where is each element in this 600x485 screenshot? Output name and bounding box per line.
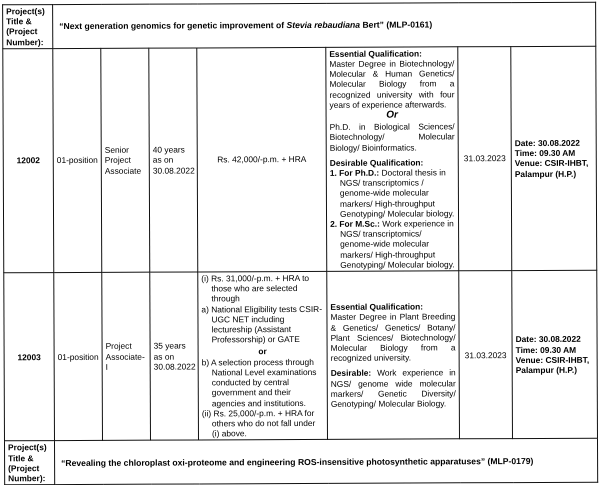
interview-time: Time: 09.30 AM: [515, 344, 577, 355]
interview-venue: Venue: CSIR-IHBT, Palampur (H.P.): [514, 158, 589, 179]
post-name-cell: Project Associate-I: [102, 272, 151, 440]
table-row-12003: [4, 270, 598, 441]
desirable-item-2: [330, 218, 455, 270]
qualification-cell: [327, 271, 460, 440]
desirable-item-1-num: 1.: [329, 167, 337, 178]
project-title-1-species: Stevia rebaudiana: [286, 20, 361, 31]
interview-venue: Venue: CSIR-IHBT, Palampur (H.P.): [515, 354, 590, 375]
age-limit-cell: 35 years as on 30.08.2022: [150, 272, 199, 440]
qualification-cell: [326, 47, 459, 272]
desirable-heading: Desirable:: [330, 368, 372, 379]
project-title-row-2: [4, 439, 597, 485]
project-title-1-suffix: Bert” (MLP-0161): [360, 19, 433, 31]
desirable-item-2-label: For M.Sc.:: [339, 218, 380, 229]
interview-time: Time: 09.30 AM: [514, 148, 576, 159]
tenure-cell: 31.03.2023: [458, 46, 512, 270]
desirable-list: [330, 167, 455, 270]
tenure-cell: 31.03.2023: [459, 271, 513, 439]
essential-text: Master Degree in Plant Breeding & Genetics/ Genetics/ Botany/ Plant Sciences/ Biotechnology/ Molecular Biology from a recognized university.: [330, 311, 456, 364]
post-name-cell: Senior Project Associate: [101, 48, 150, 272]
project-title-1: [53, 2, 596, 48]
post-code-cell: 12002: [3, 48, 54, 272]
interview-cell: [512, 270, 598, 439]
recruitment-table: [2, 2, 598, 485]
essential-heading: Essential Qualification:: [330, 301, 424, 313]
desirable-item-1-text: Doctoral thesis in NGS/ transcriptomics / genome-wide molecular markers/ High-throughput Genotyping/ Molecular biology.: [339, 167, 455, 219]
emol-item-i: (i) Rs. 31,000/-p.m. + HRA to those who are selected through: [201, 273, 310, 304]
desirable-item-2-text: Work experience in NGS/ transcriptomics/ genome-wide molecular markers/ High-throughput Genotyping/ Molecular biology.: [340, 218, 455, 270]
emol-item-ii: (ii) Rs. 25,000/-p.m. + HRA for others who do not fall under (i) above.: [201, 407, 316, 439]
project-title-2: “Revealing the chloroplast oxi-proteome and engineering ROS-insensitive photosynthetic apparatuses” (MLP-0179): [54, 439, 597, 485]
or-separator: Or: [386, 109, 398, 121]
project-title-label: Project(s) Title & (Project Number):: [4, 441, 54, 485]
desirable-item-2-num: 2.: [330, 218, 338, 229]
desirable-item-1: [330, 167, 455, 219]
interview-date: Date: 30.08.2022: [514, 137, 580, 149]
emoluments-list: [201, 273, 324, 439]
emol-or: or: [258, 345, 267, 356]
project-title-row-1: [3, 2, 596, 48]
emol-item-b: b) A selection process through National Level examinations conducted by central government and their agencies and institutions.: [201, 356, 317, 408]
emoluments-cell: [198, 271, 328, 440]
positions-cell: 01-position: [54, 272, 103, 440]
age-limit-cell: 40 years as on 30.08.2022: [149, 48, 198, 272]
desirable-item-1-label: For Ph.D.:: [339, 167, 380, 178]
desirable-paragraph: [331, 368, 456, 409]
post-code-cell: 12003: [4, 273, 55, 441]
project-title-label: Project(s) Title & (Project Number):: [3, 5, 53, 49]
essential-text-1: Master Degree in Biotechnology/ Molecular & Human Genetics/ Molecular Biology from a recognized university with four years of experience afterwards.: [329, 58, 455, 110]
emoluments-cell: Rs. 42,000/-p.m. + HRA: [197, 47, 327, 272]
desirable-heading: Desirable Qualification:: [329, 157, 424, 168]
project-title-1-prefix: “Next generation genomics for genetic improvement of: [59, 20, 287, 32]
desirable-text: Work experience in NGS/ genome wide molecular markers/ Genetic Diversity/ Genotyping/ Molecular Biology.: [330, 367, 456, 409]
essential-text-2: Ph.D. in Biological Sciences/ Biotechnology/ Molecular Biology/ Bioinformatics.: [329, 121, 455, 153]
table-row-12002: [3, 46, 597, 273]
essential-heading: Essential Qualification:: [329, 48, 422, 59]
emol-item-a: a) National Eligibility tests CSIR-UGC NET including lectureship (Assistant Professorship) or GATE: [201, 303, 322, 345]
positions-cell: 01-position: [53, 48, 102, 272]
interview-cell: [511, 46, 597, 271]
interview-date: Date: 30.08.2022: [515, 334, 581, 345]
